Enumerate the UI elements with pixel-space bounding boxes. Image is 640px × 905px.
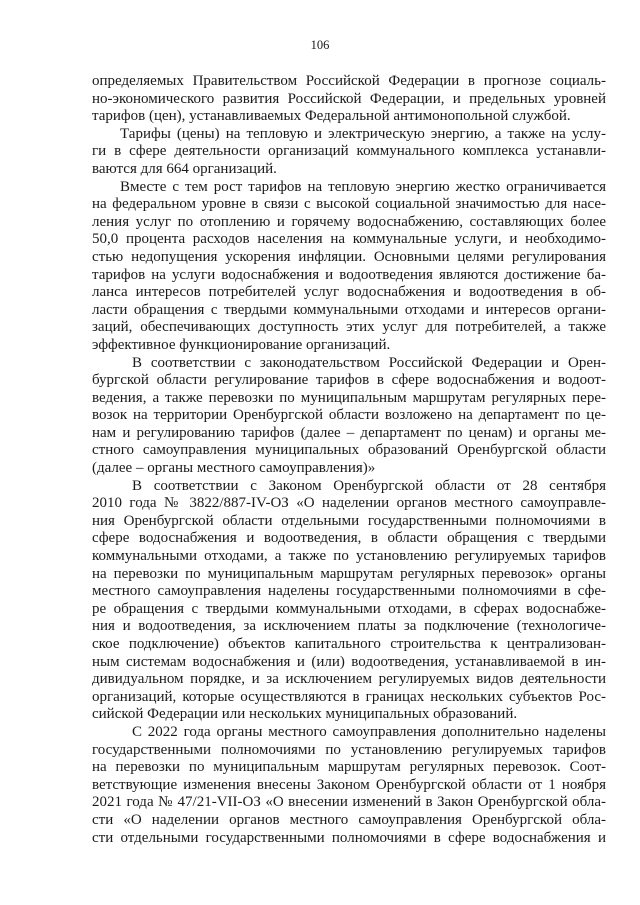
text-line: (далее – органы местного самоуправления)» xyxy=(92,460,376,477)
paragraph xyxy=(92,724,606,847)
text-line: возок на территории Оренбургской области возложено на департамент по це- xyxy=(92,407,606,424)
text-line: тарифов на услуги водоснабжения и водоотведения являются достижение ба- xyxy=(92,266,606,283)
text-line: государственными полномочиями по установлению регулируемых тарифов xyxy=(92,741,606,758)
text-line: ветствующие изменения внесены Законом Оренбургской области от 1 ноября xyxy=(92,776,606,793)
page-number: 106 xyxy=(310,38,330,52)
text-line: Тарифы (цены) на тепловую и электрическую энергию, а также на услу- xyxy=(120,125,606,142)
text-line: ваются для 664 организаций. xyxy=(92,160,277,177)
text-line: стью недопущения ускорения инфляции. Основными целями регулирования xyxy=(92,248,606,265)
paragraph xyxy=(92,355,606,478)
text-line: организаций, которые осуществляются в границах нескольких субъектов Рос- xyxy=(92,688,606,705)
text-line: дивидуальном порядке, и за исключением регулируемых видов деятельности xyxy=(92,671,606,688)
text-line: В соответствии с законодательством Российской Федерации и Орен- xyxy=(132,354,606,371)
text-line: коммунальными отходами, а также по установлению регулируемых тарифов xyxy=(92,548,606,565)
text-line: ре обращения с твердыми коммунальными отходами, в сферах водоснабже- xyxy=(92,600,606,617)
text-line: определяемых Правительством Российской Федерации в прогнозе социаль- xyxy=(92,73,606,89)
text-line: на перевозки по муниципальным маршрутам регулярных перевозок» органы xyxy=(92,565,606,582)
text-line: местного самоуправления наделены государственными полномочиями в сфе- xyxy=(92,583,606,600)
text-line: ласти обращения с твердыми коммунальными отходами и интересов органи- xyxy=(92,301,606,318)
text-line: эффективное функционирование организаций. xyxy=(92,336,391,353)
document-body xyxy=(92,73,606,847)
text-line: на федеральном уровне в связи с высокой социальной значимостью для насе- xyxy=(92,196,606,213)
text-line: ланса интересов потребителей услуг водоснабжения и водоотведения в об- xyxy=(92,284,606,301)
text-line: сти отдельными государственными полномочиями в сфере водоснабжения и xyxy=(92,829,606,846)
text-line: ния Оренбургской области отдельными государственными полномочиями в xyxy=(92,512,606,529)
text-line: ги в сфере деятельности организаций коммунального комплекса устанавли- xyxy=(92,143,606,160)
text-line: 2021 года № 47/21-VII-ОЗ «О внесении изменений в Закон Оренбургской обла- xyxy=(92,794,606,811)
text-line: тарифов (цен), устанавливаемых Федеральной антимонопольной службой. xyxy=(92,108,571,125)
paragraph xyxy=(92,179,606,355)
text-line: бургской области регулирование тарифов в сфере водоснабжения и водоот- xyxy=(92,372,606,389)
text-line: ления услуг по отоплению и горячему водоснабжению, составляющих более xyxy=(92,213,606,230)
text-line: С 2022 года органы местного самоуправления дополнительно наделены xyxy=(132,723,606,740)
text-line: ния и водоотведения, за исключением платы за подключение (технологиче- xyxy=(92,618,606,635)
text-line: нам и регулированию тарифов (далее – департамент по ценам) и органы ме- xyxy=(92,424,606,441)
text-line: заций, обеспечивающих доступность этих услуг для потребителей, а также xyxy=(92,319,606,336)
text-line: В соответствии с Законом Оренбургской области от 28 сентября xyxy=(132,477,606,494)
paragraph xyxy=(92,478,606,724)
text-line: 50,0 процента расходов населения на коммунальные услуги, и необходимо- xyxy=(92,231,606,248)
text-line: сти «О наделении органов местного самоуправления Оренбургской обла- xyxy=(92,811,606,828)
text-line: сийской Федерации или нескольких муниципальных образований. xyxy=(92,706,518,723)
paragraph xyxy=(92,73,606,126)
text-line: стного самоуправления муниципальных образований Оренбургской области xyxy=(92,442,606,459)
paragraph xyxy=(92,126,606,179)
text-line: ское подключение) объектов капитального строительства к централизован- xyxy=(92,636,606,652)
text-line: 2010 года № 3822/887-IV-ОЗ «О наделении органов местного самоуправле- xyxy=(92,495,606,512)
text-line: сфере водоснабжения и водоотведения, в области обращения с твердыми xyxy=(92,530,606,547)
text-line: ным системам водоснабжения и (или) водоотведения, устанавливаемой в ин- xyxy=(92,653,606,670)
text-line: Вместе с тем рост тарифов на тепловую энергию жестко ограничивается xyxy=(120,178,606,195)
text-line: на перевозки по муниципальным маршрутам регулярных перевозок. Соот- xyxy=(92,759,606,776)
text-line: но-экономического развития Российской Федерации, и предельных уровней xyxy=(92,90,606,107)
text-line: ведения, а также перевозки по муниципальным маршрутам регулярных пере- xyxy=(92,389,606,406)
